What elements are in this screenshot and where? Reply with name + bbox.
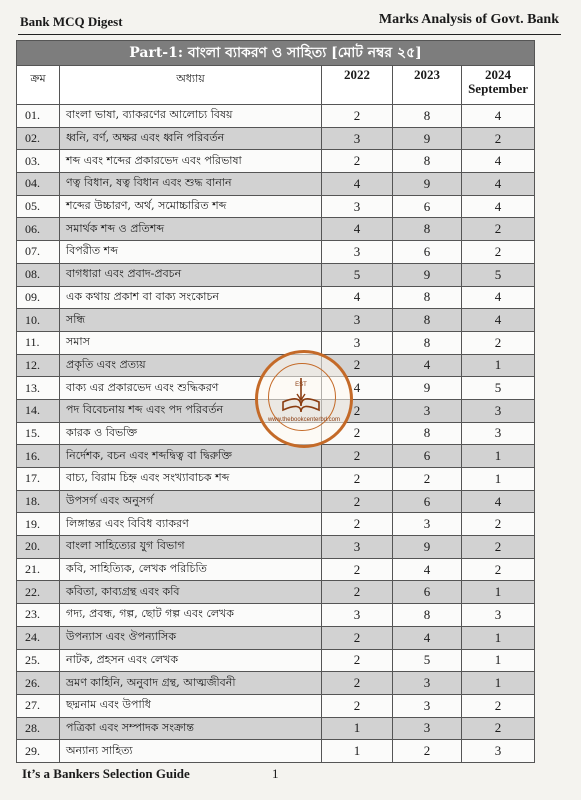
serial-cell: 12. (17, 354, 60, 377)
chapter-cell: উপসর্গ এবং অনুসর্গ (60, 490, 322, 513)
serial-cell: 26. (17, 672, 60, 695)
serial-cell: 08. (17, 263, 60, 286)
marks-2023-cell: 2 (393, 468, 462, 491)
marks-2023-cell: 2 (393, 740, 462, 763)
marks-2024-cell: 2 (462, 241, 535, 264)
table-row (17, 490, 535, 513)
chapter-cell: ণত্ব বিধান, ষত্ব বিধান এবং শুদ্ধ বানান (60, 173, 322, 196)
marks-2023-cell: 9 (393, 263, 462, 286)
chapter-cell: বাংলা ভাষা, ব্যাকরণের আলোচ্য বিষয় (60, 105, 322, 128)
marks-2023-cell: 9 (393, 173, 462, 196)
marks-2022-cell: 1 (322, 717, 393, 740)
marks-2023-cell: 8 (393, 105, 462, 128)
serial-cell: 18. (17, 490, 60, 513)
chapter-cell: ভ্রমণ কাহিনি, অনুবাদ গ্রন্থ, আত্মজীবনী (60, 672, 322, 695)
marks-2024-cell: 4 (462, 105, 535, 128)
marks-2022-cell: 3 (322, 604, 393, 627)
marks-2022-cell: 2 (322, 649, 393, 672)
seal-top-text: EST (295, 382, 307, 388)
column-header-2023: 2023 (393, 66, 462, 105)
marks-2023-cell: 9 (393, 127, 462, 150)
table-row (17, 694, 535, 717)
chapter-cell: লিঙ্গান্তর এবং বিবিধ ব্যাকরণ (60, 513, 322, 536)
table-row (17, 150, 535, 173)
serial-cell: 07. (17, 241, 60, 264)
chapter-cell: ছদ্মনাম এবং উপাধি (60, 694, 322, 717)
column-header-chapter: অধ্যায় (60, 66, 322, 105)
marks-2024-cell: 1 (462, 649, 535, 672)
chapter-cell: পত্রিকা এবং সম্পাদক সংক্রান্ত (60, 717, 322, 740)
column-header-2024-month: September (468, 81, 528, 96)
footer-tagline: It’s a Bankers Selection Guide (22, 766, 190, 781)
chapter-cell: পদ বিবেচনায় শব্দ এবং পদ পরিবর্তন (60, 399, 322, 422)
table-row (17, 672, 535, 695)
chapter-cell: শব্দ এবং শব্দের প্রকারভেদ এবং পরিভাষা (60, 150, 322, 173)
table-row (17, 309, 535, 332)
chapter-cell: বাগধারা এবং প্রবাদ-প্রবচন (60, 263, 322, 286)
marks-2024-cell: 3 (462, 740, 535, 763)
marks-2024-cell: 3 (462, 604, 535, 627)
marks-2022-cell: 2 (322, 626, 393, 649)
marks-2024-cell: 4 (462, 490, 535, 513)
marks-2022-cell: 2 (322, 513, 393, 536)
column-header-2024 (462, 66, 535, 105)
marks-2022-cell: 2 (322, 105, 393, 128)
marks-2023-cell: 6 (393, 195, 462, 218)
marks-2022-cell: 3 (322, 195, 393, 218)
chapter-cell: ধ্বনি, বর্ণ, অক্ষর এবং ধ্বনি পরিবর্তন (60, 127, 322, 150)
chapter-cell: গদ্য, প্রবন্ধ, গল্প, ছোট গল্প এবং লেখক (60, 604, 322, 627)
chapter-cell: সমার্থক শব্দ ও প্রতিশব্দ (60, 218, 322, 241)
serial-cell: 29. (17, 740, 60, 763)
table-row (17, 558, 535, 581)
marks-2022-cell: 3 (322, 127, 393, 150)
marks-2023-cell: 4 (393, 626, 462, 649)
marks-2022-cell: 3 (322, 241, 393, 264)
marks-2023-cell: 6 (393, 581, 462, 604)
marks-2024-cell: 2 (462, 717, 535, 740)
serial-cell: 06. (17, 218, 60, 241)
marks-2023-cell: 3 (393, 399, 462, 422)
serial-cell: 28. (17, 717, 60, 740)
table-row (17, 649, 535, 672)
chapter-cell: প্রকৃতি এবং প্রত্যয় (60, 354, 322, 377)
serial-cell: 10. (17, 309, 60, 332)
marks-2023-cell: 3 (393, 717, 462, 740)
marks-2024-cell: 1 (462, 468, 535, 491)
marks-2022-cell: 4 (322, 286, 393, 309)
table-row (17, 445, 535, 468)
table-row (17, 581, 535, 604)
chapter-cell: বিপরীত শব্দ (60, 241, 322, 264)
marks-2023-cell: 8 (393, 218, 462, 241)
marks-2024-cell: 4 (462, 150, 535, 173)
serial-cell: 04. (17, 173, 60, 196)
serial-cell: 24. (17, 626, 60, 649)
serial-cell: 19. (17, 513, 60, 536)
marks-2024-cell: 4 (462, 286, 535, 309)
table-row (17, 286, 535, 309)
book-title: Bank MCQ Digest (20, 14, 123, 29)
table-row (17, 626, 535, 649)
marks-2022-cell: 2 (322, 558, 393, 581)
serial-cell: 14. (17, 399, 60, 422)
table-row (17, 195, 535, 218)
marks-2022-cell: 2 (322, 490, 393, 513)
table-row (17, 173, 535, 196)
marks-2022-cell: 3 (322, 331, 393, 354)
serial-cell: 23. (17, 604, 60, 627)
chapter-cell: সমাস (60, 331, 322, 354)
marks-2022-cell: 2 (322, 150, 393, 173)
header-rule (18, 34, 561, 35)
column-header-2024-year: 2024 (485, 67, 512, 82)
table-row (17, 127, 535, 150)
marks-2023-cell: 5 (393, 649, 462, 672)
marks-2022-cell: 2 (322, 354, 393, 377)
table-row (17, 241, 535, 264)
marks-2024-cell: 2 (462, 218, 535, 241)
serial-cell: 01. (17, 105, 60, 128)
chapter-cell: নির্দেশক, বচন এবং শব্দদ্বিত্ব বা দ্বিরুক্তি (60, 445, 322, 468)
marks-2024-cell: 2 (462, 127, 535, 150)
marks-2023-cell: 3 (393, 513, 462, 536)
marks-2022-cell: 4 (322, 218, 393, 241)
marks-2023-cell: 8 (393, 422, 462, 445)
table-row (17, 468, 535, 491)
marks-2023-cell: 9 (393, 377, 462, 400)
marks-2023-cell: 8 (393, 150, 462, 173)
serial-cell: 27. (17, 694, 60, 717)
chapter-cell: কবি, সাহিত্যিক, লেখক পরিচিতি (60, 558, 322, 581)
marks-2022-cell: 2 (322, 581, 393, 604)
chapter-cell: শব্দের উচ্চারণ, অর্থ, সমোচ্চারিত শব্দ (60, 195, 322, 218)
table-row (17, 740, 535, 763)
marks-2024-cell: 2 (462, 513, 535, 536)
table-row (17, 263, 535, 286)
marks-2023-cell: 6 (393, 445, 462, 468)
table-row (17, 604, 535, 627)
chapter-cell: কবিতা, কাব্যগ্রন্থ এবং কবি (60, 581, 322, 604)
chapter-cell: কারক ও বিভক্তি (60, 422, 322, 445)
column-header-2022: 2022 (322, 66, 393, 105)
marks-2023-cell: 9 (393, 536, 462, 559)
marks-2022-cell: 2 (322, 694, 393, 717)
column-header-serial: ক্রম (17, 66, 60, 105)
chapter-cell: অন্যান্য সাহিত্য (60, 740, 322, 763)
table-row (17, 105, 535, 128)
marks-2023-cell: 3 (393, 694, 462, 717)
marks-2024-cell: 1 (462, 445, 535, 468)
marks-2023-cell: 4 (393, 558, 462, 581)
marks-2023-cell: 8 (393, 331, 462, 354)
serial-cell: 05. (17, 195, 60, 218)
marks-2024-cell: 3 (462, 422, 535, 445)
marks-2023-cell: 4 (393, 354, 462, 377)
marks-2024-cell: 4 (462, 195, 535, 218)
serial-cell: 09. (17, 286, 60, 309)
marks-2022-cell: 4 (322, 173, 393, 196)
page-number: 1 (272, 766, 279, 781)
serial-cell: 15. (17, 422, 60, 445)
marks-2022-cell: 5 (322, 263, 393, 286)
serial-cell: 25. (17, 649, 60, 672)
part-title: Part-1: বাংলা ব্যাকরণ ও সাহিত্য [মোট নম্বর ২৫] (17, 41, 535, 66)
chapter-cell: বাংলা সাহিত্যের যুগ বিভাগ (60, 536, 322, 559)
marks-2023-cell: 8 (393, 286, 462, 309)
watermark-seal (255, 350, 353, 448)
serial-cell: 22. (17, 581, 60, 604)
marks-2023-cell: 3 (393, 672, 462, 695)
marks-2022-cell: 3 (322, 536, 393, 559)
marks-2022-cell: 3 (322, 309, 393, 332)
table-row (17, 717, 535, 740)
chapter-cell: এক কথায় প্রকাশ বা বাক্য সংকোচন (60, 286, 322, 309)
marks-2022-cell: 2 (322, 422, 393, 445)
marks-2023-cell: 6 (393, 241, 462, 264)
serial-cell: 20. (17, 536, 60, 559)
chapter-cell: সন্ধি (60, 309, 322, 332)
marks-2022-cell: 2 (322, 399, 393, 422)
marks-2024-cell: 3 (462, 399, 535, 422)
chapter-cell: বাচ্য, বিরাম চিহ্ন এবং সংখ্যাবাচক শব্দ (60, 468, 322, 491)
serial-cell: 11. (17, 331, 60, 354)
marks-2024-cell: 2 (462, 694, 535, 717)
chapter-cell: উপন্যাস এবং ঔপন্যাসিক (60, 626, 322, 649)
book-icon (255, 350, 347, 442)
table-row (17, 536, 535, 559)
serial-cell: 16. (17, 445, 60, 468)
marks-2023-cell: 8 (393, 604, 462, 627)
marks-2022-cell: 2 (322, 672, 393, 695)
marks-2024-cell: 1 (462, 354, 535, 377)
table-row (17, 218, 535, 241)
serial-cell: 03. (17, 150, 60, 173)
marks-2022-cell: 2 (322, 468, 393, 491)
serial-cell: 21. (17, 558, 60, 581)
marks-2024-cell: 5 (462, 263, 535, 286)
chapter-cell: নাটক, প্রহসন এবং লেখক (60, 649, 322, 672)
marks-2024-cell: 5 (462, 377, 535, 400)
marks-2024-cell: 1 (462, 626, 535, 649)
section-title: Marks Analysis of Govt. Bank (378, 12, 559, 27)
table-row (17, 513, 535, 536)
marks-2024-cell: 2 (462, 558, 535, 581)
marks-2024-cell: 2 (462, 536, 535, 559)
chapter-cell: বাক্য এর প্রকারভেদ এবং শুদ্ধিকরণ (60, 377, 322, 400)
serial-cell: 02. (17, 127, 60, 150)
marks-2022-cell: 4 (322, 377, 393, 400)
marks-2023-cell: 8 (393, 309, 462, 332)
marks-2022-cell: 2 (322, 445, 393, 468)
marks-2023-cell: 6 (393, 490, 462, 513)
marks-2024-cell: 1 (462, 672, 535, 695)
serial-cell: 13. (17, 377, 60, 400)
serial-cell: 17. (17, 468, 60, 491)
marks-2022-cell: 1 (322, 740, 393, 763)
marks-2024-cell: 1 (462, 581, 535, 604)
marks-2024-cell: 2 (462, 331, 535, 354)
marks-2024-cell: 4 (462, 173, 535, 196)
marks-2024-cell: 4 (462, 309, 535, 332)
seal-url: www.thebookcenterbd.com (267, 417, 341, 423)
